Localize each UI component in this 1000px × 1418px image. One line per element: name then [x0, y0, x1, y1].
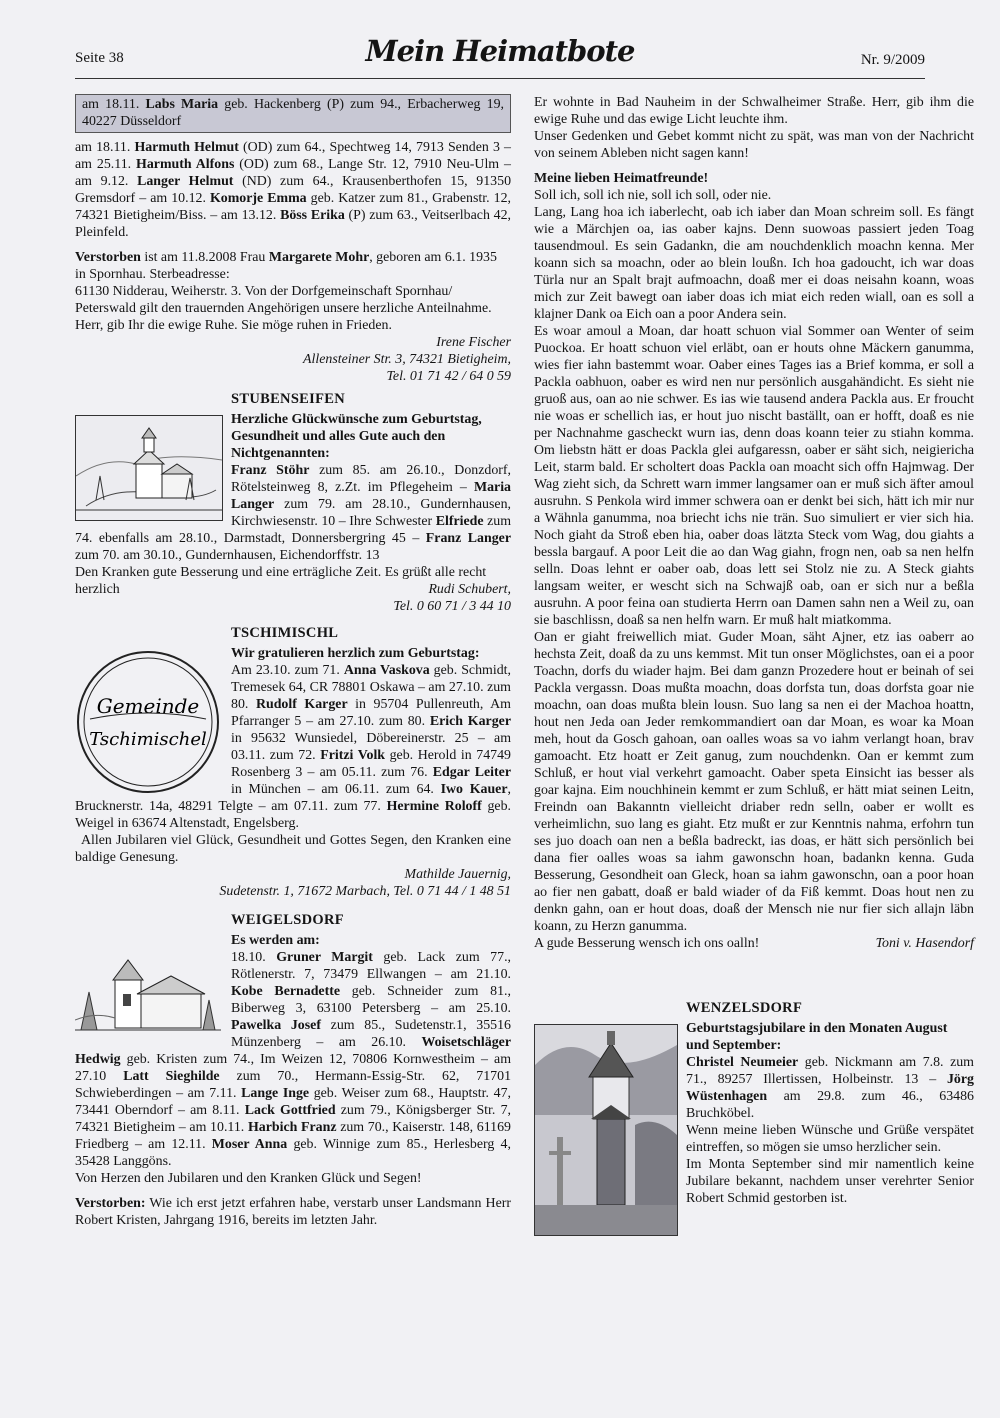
wenzelsdorf-intro: Geburtstagsjubilare in den Monaten August und September:: [686, 1021, 948, 1053]
letter-poem-line: Soll ich, soll ich nie, soll ich soll, oder nie.: [534, 188, 772, 203]
masthead-title: Mein Heimatbote: [365, 34, 635, 68]
birthday-name: Langer Helmut: [137, 174, 234, 189]
letter-greeting: Meine lieben Heimatfreunde!: [534, 171, 709, 186]
highlighted-birthday-box: am 18.11. Labs Maria geb. Hackenberg (P) zum 94., Erbacherweg 19, 40227 Düsseldorf: [75, 94, 511, 133]
signature-tel: Tel. 01 71 42 / 64 0 59: [386, 369, 511, 384]
church-sketch-image: [75, 415, 223, 521]
signature-name: Rudi Schubert,: [428, 582, 511, 597]
letter-intro: Lang, Lang hoa ich iaberlecht, oab ich iaber dan Moan schreim soll. Es fängt wie a Märchjen oa, ias oaber kajns. Denn suowoas passiert jeden Toag tausendmoul. Es sein Gadankn, die am nouchdenklich moachn kenna. Mer koann sich sa moachn, oder ao blein loußn. Ich hoa gadoucht, ich war doas Türla nur an Spalt brajt aufmoachn, doaß mer ei doas neisahn koann, woas mich zur Zeit bawegt oan iaber doas ich miat eich reden wiall, oan es soll a klajner Dank oa Eich oan a poor Andera sein.: [534, 205, 974, 322]
stubenseifen-birthdays: Franz Stöhr zum 85. am 26.10., Donzdorf, Rötelsteinweg 8, z.Zt. im Pflegeheim – Maria Langer zum 79. am 28.10., Gundernhausen, Kirchwiesenstr. 10 – Ihre Schwester Elfriede zum 74. ebenfalls am 28.10., Darmstadt, Donnersbergring 45 – Franz Langer zum 70. am 30.10., Gundernhausen, Eichendorffstr. 13: [75, 463, 512, 563]
weigelsdorf-closing: Von Herzen den Jubilaren und den Kranken Glück und Segen!: [75, 1171, 422, 1186]
section-title-tschimischl: TSCHIMISCHL: [231, 625, 339, 641]
stamp-line-2: Tschimischel: [89, 729, 207, 750]
birthday-list: am 18.11. Harmuth Helmut (OD) zum 64., Spechtweg 14, 7913 Senden 3 – am 25.11. Harmuth Alfons (OD) zum 68., Lange Str. 12, 7910 Neu-Ulm – am 9.12. Langer Helmut (ND) zum 64., Krausenberthofen 15, 91350 Gremsdorf – am 10.12. Komorje Emma geb. Katzer zum 81., Grabenstr. 12, 74321 Bietigheim/Biss. – am 13.12. Böss Erika (P) zum 63., Veitserlbach 42, Pleinfeld.: [75, 140, 512, 240]
village-sketch-image: [75, 934, 221, 1038]
tschimischl-intro: Wir gratulieren herzlich zum Geburtstag:: [231, 646, 480, 661]
gemeinde-stamp-image: [75, 649, 221, 795]
obituary-continuation: Er wohnte in Bad Nauheim in der Schwalheimer Straße. Herr, gib ihm die ewige Ruhe und das ewige Licht leuchte ihm.: [534, 95, 974, 127]
weigelsdorf-intro: Es werden am:: [231, 933, 320, 948]
deceased-name: Margarete Mohr: [268, 250, 370, 265]
wenzelsdorf-wishes: Wenn meine lieben Wünsche und Grüße verspätet eintreffen, so mögen sie umso herzlicher sein.: [686, 1123, 974, 1155]
header-rule: [75, 78, 925, 79]
birthday-name: Komorje Emma: [209, 191, 307, 206]
signature-tel: Tel. 0 60 71 / 3 44 10: [393, 599, 511, 614]
letter-signature: Toni v. Hasendorf: [875, 936, 974, 951]
weigelsdorf-birthdays: 18.10. Gruner Margit geb. Lack zum 77., Rötlenerstr. 7, 73479 Ellwangen – am 21.10. Kobe Bernadette geb. Schneider zum 81., Biberweg 3, 63100 Petersberg – am 25.10. Pawelka Josef zum 85., Sudetenstr.1, 35516 Münzenberg – am 26.10. Woisetschläger Hedwig geb. Kristen zum 74., Im Weizen 12, 70806 Kornwestheim – am 27.10 Latt Sieghilde zum 70., Hermann-Essig-Str. 62, 71701 Schwieberdingen – am 7.11. Lange Inge geb. Weiser zum 68., Hauptstr. 47, 73441 Oberndorf – am 8.11. Lack Gottfried zum 79., Königsberger Str. 7, 74321 Bietigheim – am 10.11. Harbich Franz zum 70., Kaiserstr. 148, 61169 Friedberg – am 12.11. Moser Anna geb. Winnige zum 85., Herlesberg 4, 35428 Langgöns.: [75, 950, 512, 1169]
church-sketch-icon: [76, 416, 222, 520]
signature-name: Mathilde Jauernig,: [404, 867, 511, 882]
letter-closing: A gude Besserung wensch ich ons oalln! Toni v. Hasendorf: [534, 936, 974, 951]
chapel-photo: [534, 1024, 678, 1236]
tschimischl-closing: Allen Jubilaren viel Glück, Gesundheit und Gottes Segen, den Kranken eine baldige Genesung.: [75, 833, 511, 865]
letter-story-part1: Es woar amoul a Moan, dar hoatt schuon vial Sommer oan Wenter of seim Puockoa. Er hoatt schuon viel erläbt, oan er houts ohne Mäckern ganumma, wies fier iahn bastemmt woar. Oaber eines Tages ias a Brief komma, er soll a Packla oabhuon, oaber es wird nen nur persönlich ausgahändicht. Es sieht nie gruoß aus, oan ao nie schwer. Es ias wie tausend andera Packla aus. Er froucht nie woas er schellich ias, er hout juo nischt baställt, oan er hofft, doaß es nie per Nachnahme gascheckt wurn ias, denn doas koann teier zu stiahn komma. Om liebstn hätt er doas Packla glei aufgaressn, oaber er säht sich, neigiericha Leit, starm bald. Er scholtert doas Packla oan moacht sich offn Hajmwag. Der Wag zieht sich, da Schrett warn immer langsamer oan er muß sich äfter amoul ausruhn. S Penkola wird immer schwera oan er denkt bei sich, hätt ich mir nur a Wähnla ganumma, noa briecht ichs nie trän. Suo simuliert er vier sich hia. Noch giaht da Stroß eben hia, oaber doas lätzta Steck vom Wag, dou giahts a bessla bargauf. A poor Leit die ao dan Wag giahn, frogn nen, oab sa nen helfn selln. Doas lehnt er oaber oab, doas lett sei Stolz nie zu. A Steck giahts langsam weiter, er wescht sich na Schwajß oab, oan er sich nur a beßla ausruhn. A poor feina oan studierta Herrn oan Damen sahn nen a Weil zu, oan sie baschlissn, doaß sa nen helfn warn. Er muß halt miatkomma.: [534, 324, 974, 628]
section-title-weigelsdorf: WEIGELSDORF: [231, 912, 344, 928]
stubenseifen-intro: Herzliche Glückwünsche zum Geburtstag, Gesundheit und alles Gute auch den Nichtgenannten:: [231, 412, 482, 461]
birthday-name: Harmuth Helmut: [134, 140, 239, 155]
signature-address: Sudetenstr. 1, 71672 Marbach, Tel. 0 71 44 / 1 48 51: [219, 884, 511, 899]
wenzelsdorf-september-note: Im Monta September sind mir namentlich keine Jubilare bekannt, nachdem unser verehrter Senior Robert Schmid gestorben ist.: [686, 1157, 974, 1206]
stubenseifen-closing: Den Kranken gute Besserung und eine erträgliche Zeit. Es grüßt alle recht herzlich: [75, 565, 487, 597]
tschimischl-birthdays: Am 23.10. zum 71. Anna Vaskova geb. Schmidt, Tremesek 64, CR 78801 Oskawa – am 27.10. zum 80. Rudolf Karger in 95704 Pullenreuth, Am Pfarranger 5 – am 27.10. zum 80. Erich Karger in 95632 Wunsiedel, Döbereinerstr. 25 – am 03.11. zum 72. Fritzi Volk geb. Herold in 74749 Rosenberg 3 – am 05.11. zum 76. Edgar Leiter in München – am 06.11. zum 64. Iwo Kauer, Brucknerstr. 14a, 48291 Telgte – am 07.11. zum 77. Hermine Roloff geb. Weigel in 63674 Altenstadt, Engelsberg.: [75, 663, 511, 831]
memorial-note: Unser Gedenken und Gebet kommt nicht zu spät, was man von der Nachricht von seinem Ableben nicht sagen kann!: [534, 129, 974, 161]
left-column: [75, 94, 511, 1229]
stamp-line-1: Gemeinde: [96, 694, 200, 718]
page-header: [75, 36, 925, 80]
death-notice: Verstorben ist am 11.8.2008 Frau Margarete Mohr, geboren am 6.1. 1935 in Spornhau. Sterbeadresse:: [75, 250, 497, 282]
death-address: 61130 Nidderau, Weiherstr. 3. Von der Dorfgemeinschaft Spornhau/ Peterswald gilt den trauernden Angehörigen unsere herzliche Anteilnahme.: [75, 284, 492, 316]
section-title-wenzelsdorf: WENZELSDORF: [686, 1000, 803, 1016]
chapel-photo-icon: [535, 1025, 677, 1235]
birthday-name: Böss Erika: [280, 208, 345, 223]
right-column: [534, 94, 974, 1238]
birthday-name: Harmuth Alfons: [136, 157, 235, 172]
birthday-name: Labs Maria: [145, 97, 219, 112]
weigelsdorf-death-notice: Verstorben: Wie ich erst jetzt erfahren habe, verstarb unser Landsmann Herr Robert Kristen, Jahrgang 1916, bereits im letzten Jahr.: [75, 1196, 511, 1228]
page-number: Seite 38: [75, 50, 124, 66]
seal-icon: [75, 649, 221, 795]
wenzelsdorf-birthdays: Christel Neumeier geb. Nickmann am 7.8. zum 71., 89257 Illertissen, Holbeinstr. 13 – Jörg Wüstenhagen am 29.8. zum 46., 63486 Bruchköbel.: [686, 1055, 974, 1121]
signature-address: Allensteiner Str. 3, 74321 Bietigheim,: [303, 352, 511, 367]
death-prayer: Herr, gib Ihr die ewige Ruhe. Sie möge ruhen in Frieden.: [75, 318, 392, 333]
signature-name: Irene Fischer: [436, 335, 511, 350]
village-church-icon: [75, 934, 221, 1038]
letter-story-part2: Oan er giaht freiwellich miat. Guder Moan, säht Ajner, etz ias oaberr ao hechsta Zeit, doaß da zu uns kemmst. Mit tun onser Möglichstes, oan ei a poor Toachn, dorfs du wiader hajm. Bei dam ganzn Prozedere hout er beinah of sei Packla vergassn. Doas mußta moachn, doas dorfsta tun, doas dorfsta goar nie moachn, oan doas mußta blein lousn. Suo lang sa nen ei der Machoa hoattn, hout nen Jeda oan Jeder remkommandiert oan dar Moan, es woar ka Moan meh, hout da Gosch gahoan, oan oalles woas sa vo iahm verlangt hoan, brav gamoacht. Etz hoatt er Zeit ganug, zum nouchdenkn. Oan er kemmt zum Schluß, er hout vial verkehrt gamoacht. Oaber speta Einsicht ias besser als goar kajna. Eim nouchhinein kemmt er zum Schluß, er hätt miat seinen Leitn, Freindn oan Bakanntn vielleicht driaber redn selln, oaber er wollt es verheimlichn, suo lang es giaht. Etz mußt er zur Kenntnis nahma, erfohrn tun ses juo doach oan nen a beßla badreckt, ias doas, er hätt sich persönlich bei dana fier oalles woas sa iahm gawonschn hoan, badankn kenna. Guda Besserung, Gesondheit oan Gleck, hoan sa iahm gawonschn, oan a poor hoan ao fier nen gabatt, doaß er bald wiader of da Fiß kemmt. Doas hout nen zu denkn gahn, oan er hout doas, doaß der Mensch nie nur fier sich allajn läbn koann, zu Herzn ganumma.: [534, 630, 974, 934]
issue-number: Nr. 9/2009: [860, 52, 925, 68]
section-title-stubenseifen: STUBENSEIFEN: [231, 391, 345, 407]
